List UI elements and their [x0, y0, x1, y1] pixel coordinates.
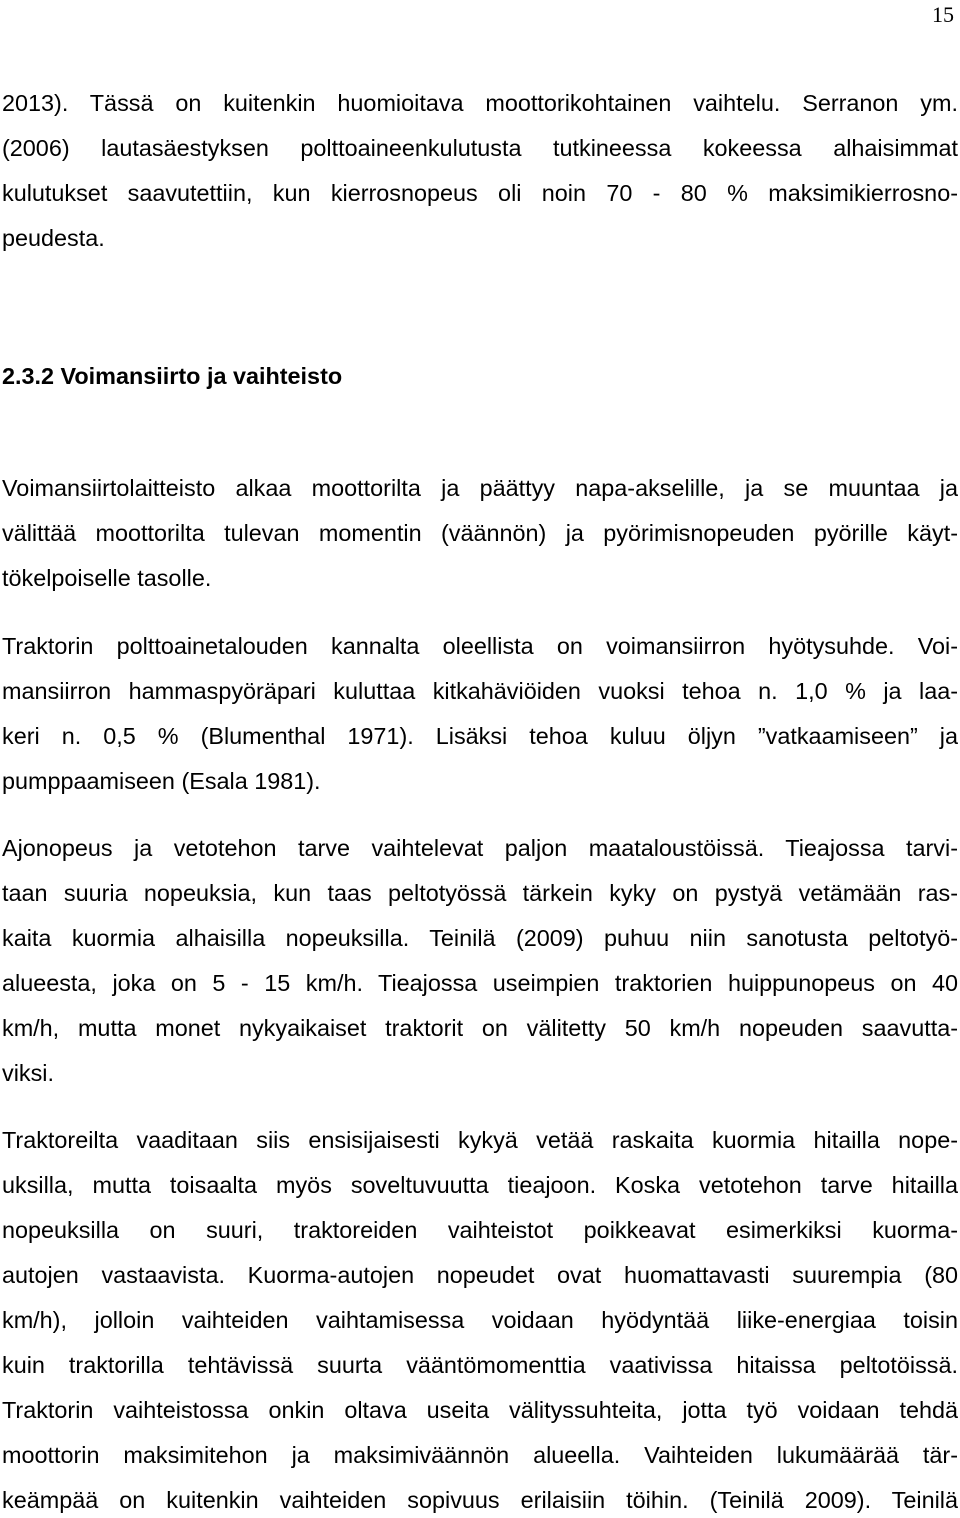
text-line: peudesta.	[2, 225, 105, 251]
text-line: 2013). Tässä on kuitenkin huomioitava moottorikohtainen vaihtelu. Serranon ym.	[2, 90, 958, 116]
text-line: autojen vastaavista. Kuorma-autojen nopeudet ovat huomattavasti suurempia (80	[2, 1262, 958, 1288]
page-number: 15	[932, 2, 954, 27]
text-line: kaita kuormia alhaisilla nopeuksilla. Teinilä (2009) puhuu niin sanotusta peltotyö-	[2, 925, 958, 951]
text-line: uksilla, mutta toisaalta myös soveltuvuutta tieajoon. Koska vetotehon tarve hitailla	[2, 1172, 958, 1198]
text-line: (2006) lautasäestyksen polttoaineenkulutusta tutkineessa kokeessa alhaisimmat	[2, 135, 958, 161]
text-line: mansiirron hammaspyöräpari kuluttaa kitkahäviöiden vuoksi tehoa n. 1,0 % ja laa-	[2, 678, 958, 704]
text-line: keri n. 0,5 % (Blumenthal 1971). Lisäksi tehoa kuluu öljyn ”vatkaamiseen” ja	[2, 723, 958, 749]
text-line: kuin traktorilla tehtävissä suurta vääntömomenttia vaativissa hitaissa peltotöissä.	[2, 1352, 958, 1378]
text-line: tökelpoiselle tasolle.	[2, 565, 212, 591]
text-line: km/h, mutta monet nykyaikaiset traktorit on välitetty 50 km/h nopeuden saavutta-	[2, 1015, 958, 1041]
text-line: Traktorin polttoainetalouden kannalta oleellista on voimansiirron hyötysuhde. Voi-	[2, 633, 958, 659]
text-line: km/h), jolloin vaihteiden vaihtamisessa voidaan hyödyntää liike-energiaa toisin	[2, 1307, 958, 1333]
text-line: Traktoreilta vaaditaan siis ensisijaisesti kykyä vetää raskaita kuormia hitailla nope-	[2, 1127, 958, 1153]
text-line: välittää moottorilta tulevan momentin (väännön) ja pyörimisnopeuden pyörille käyt-	[2, 520, 958, 546]
text-line: pumppaamiseen (Esala 1981).	[2, 768, 321, 794]
text-line: taan suuria nopeuksia, kun taas peltotyössä tärkein kyky on pystyä vetämään ras-	[2, 880, 958, 906]
section-heading: 2.3.2 Voimansiirto ja vaihteisto	[2, 363, 343, 389]
text-line: Voimansiirtolaitteisto alkaa moottorilta ja päättyy napa-akselille, ja se muuntaa ja	[2, 475, 958, 501]
text-line: nopeuksilla on suuri, traktoreiden vaihteistot poikkeavat esimerkiksi kuorma-	[2, 1217, 958, 1243]
text-line: moottorin maksimitehon ja maksimiväännön alueella. Vaihteiden lukumäärää tär-	[2, 1442, 958, 1468]
text-line: Ajonopeus ja vetotehon tarve vaihtelevat paljon maataloustöissä. Tieajossa tarvi-	[2, 835, 958, 861]
text-line: keämpää on kuitenkin vaihteiden sopivuus erilaisiin töihin. (Teinilä 2009). Teinilä	[2, 1487, 958, 1513]
text-line: Traktorin vaihteistossa onkin oltava useita välityssuhteita, jotta työ voidaan tehdä	[2, 1397, 958, 1423]
text-line: alueesta, joka on 5 - 15 km/h. Tieajossa useimpien traktorien huippunopeus on 40	[2, 970, 958, 996]
text-line: kulutukset saavutettiin, kun kierrosnopeus oli noin 70 - 80 % maksimikierrosno-	[2, 180, 958, 206]
text-line: viksi.	[2, 1060, 54, 1086]
